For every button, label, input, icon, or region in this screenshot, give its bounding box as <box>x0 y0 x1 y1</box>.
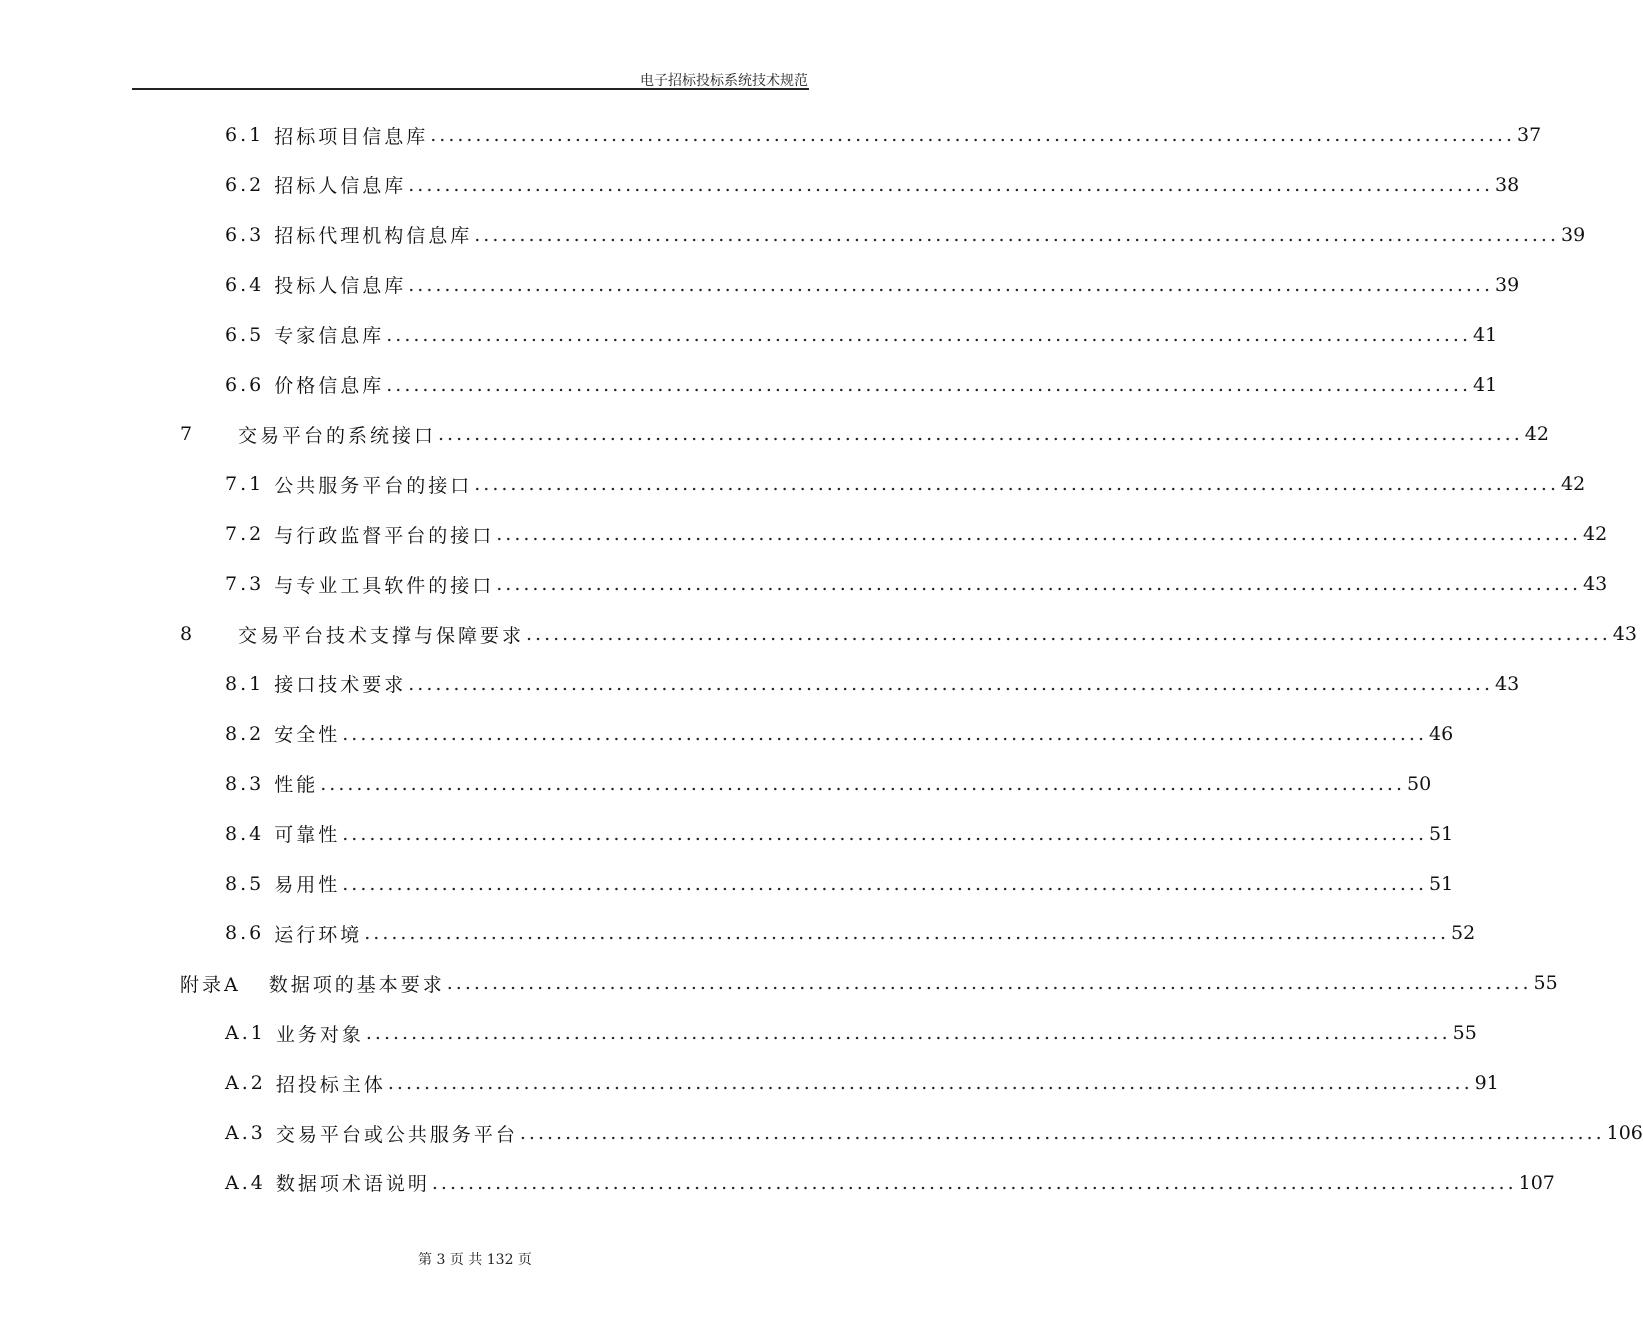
toc-entry-page: 42 <box>1560 473 1586 496</box>
toc-entry[interactable] <box>180 958 1558 1008</box>
toc-entry-number: 7.2 <box>225 523 265 546</box>
toc-entry[interactable] <box>225 1108 1643 1158</box>
toc-entry-number: 7.1 <box>225 473 265 496</box>
toc-entry[interactable] <box>225 759 1432 809</box>
toc-entry[interactable] <box>225 210 1586 260</box>
toc-entry[interactable] <box>225 709 1454 759</box>
toc-dot-leader: ........................................................................................................................ <box>365 1022 1451 1045</box>
toc-dot-leader: ........................................................................................................................ <box>474 223 1559 246</box>
toc-entry-page: 38 <box>1494 173 1520 196</box>
toc-entry[interactable] <box>225 1058 1499 1108</box>
running-header-title: 电子招标投标系统技术规范 <box>640 73 808 89</box>
toc-entry-title: 接口技术要求 <box>274 674 407 697</box>
toc-entry-title: 运行环境 <box>274 923 363 946</box>
toc-entry[interactable] <box>225 360 1498 410</box>
toc-entry-title: 业务对象 <box>275 1023 364 1046</box>
toc-dot-leader: ........................................................................................................................ <box>519 1122 1605 1144</box>
toc-dot-leader: ........................................................................................................................ <box>342 872 1427 895</box>
toc-entry-page: 106 <box>1606 1122 1643 1144</box>
toc-entry-page: 43 <box>1494 672 1520 695</box>
toc-dot-leader: ........................................................................................................................ <box>526 623 1611 645</box>
toc-entry-number: 6.2 <box>225 173 265 196</box>
toc-entry-title: 性能 <box>274 774 319 797</box>
toc-entry[interactable] <box>225 859 1454 909</box>
toc-dot-leader: ........................................................................................................................ <box>431 1171 1517 1194</box>
toc-entry-number: 6.4 <box>225 273 265 296</box>
toc-entry-page: 55 <box>1452 1022 1477 1045</box>
toc-entry-page: 41 <box>1472 323 1498 346</box>
toc-entry-number: A.1 <box>225 1022 266 1045</box>
toc-dot-leader: ........................................................................................................................ <box>386 323 1471 346</box>
toc-entry-number: 8.1 <box>225 672 265 695</box>
header-rule <box>132 88 809 90</box>
toc-entry-page: 43 <box>1582 573 1608 596</box>
toc-dot-leader: ........................................................................................................................ <box>438 423 1523 446</box>
toc-entry-title: 公共服务平台的接口 <box>274 474 473 497</box>
toc-entry-page: 39 <box>1494 273 1520 296</box>
toc-entry[interactable] <box>180 609 1637 659</box>
toc-dot-leader: ........................................................................................................................ <box>446 972 1532 995</box>
toc-dot-leader: ........................................................................................................................ <box>387 1072 1473 1095</box>
toc-entry-number: 6.3 <box>225 223 265 246</box>
toc-entry-title: 数据项术语说明 <box>275 1173 430 1196</box>
toc-entry-page: 46 <box>1428 722 1454 745</box>
toc-entry-page: 55 <box>1533 972 1558 995</box>
toc-entry[interactable] <box>225 809 1454 859</box>
toc-entry-title: 招标代理机构信息库 <box>274 225 473 248</box>
toc-entry[interactable] <box>225 908 1476 958</box>
toc-entry-number: 附录A <box>180 973 241 996</box>
toc-entry-number: A.4 <box>225 1171 266 1194</box>
toc-entry-title: 交易平台或公共服务平台 <box>275 1123 518 1146</box>
toc-entry-page: 41 <box>1472 373 1498 396</box>
toc-entry[interactable] <box>225 1158 1555 1208</box>
toc-dot-leader: ........................................................................................................................ <box>408 173 1493 196</box>
toc-entry-title: 交易平台技术支撑与保障要求 <box>238 624 525 647</box>
toc-entry-title: 招标人信息库 <box>274 175 407 198</box>
toc-entry-number: 8.2 <box>225 722 265 745</box>
toc-dot-leader: ........................................................................................................................ <box>496 573 1581 596</box>
toc-entry-number: 8.4 <box>225 822 265 845</box>
toc-entry[interactable] <box>225 1008 1477 1058</box>
toc-entry-page: 50 <box>1406 772 1432 795</box>
toc-dot-leader: ........................................................................................................................ <box>408 273 1493 296</box>
toc-dot-leader: ........................................................................................................................ <box>474 473 1559 496</box>
toc-dot-leader: ........................................................................................................................ <box>386 373 1471 396</box>
toc-entry[interactable] <box>225 310 1498 360</box>
toc-entry-title: 交易平台的系统接口 <box>238 424 437 447</box>
toc-entry-title: 投标人信息库 <box>274 275 407 298</box>
toc-entry-title: 招投标主体 <box>275 1073 386 1096</box>
toc-entry-page: 52 <box>1450 922 1476 945</box>
toc-entry-page: 37 <box>1516 124 1542 146</box>
toc-entry-page: 107 <box>1518 1171 1555 1194</box>
toc-entry[interactable] <box>225 659 1520 709</box>
toc-entry[interactable] <box>225 559 1608 609</box>
toc-entry-number: 6.5 <box>225 323 265 346</box>
toc-entry[interactable] <box>180 409 1549 459</box>
toc-dot-leader: ........................................................................................................................ <box>496 523 1581 546</box>
toc-entry-number: 8 <box>180 623 196 645</box>
toc-entry[interactable] <box>225 260 1520 310</box>
toc-entry-page: 51 <box>1428 822 1454 845</box>
toc-entry-number: 8.3 <box>225 772 265 795</box>
toc-entry-title: 与行政监督平台的接口 <box>274 524 495 547</box>
toc-entry-page: 42 <box>1582 523 1608 546</box>
toc-entry-title: 价格信息库 <box>274 375 385 397</box>
toc-entry-title: 与专业工具软件的接口 <box>274 574 495 597</box>
toc-dot-leader: ........................................................................................................................ <box>408 672 1493 695</box>
toc-entry-number: 6.1 <box>225 124 265 146</box>
toc-entry-page: 51 <box>1428 872 1454 895</box>
toc-entry-number: 6.6 <box>225 373 265 396</box>
toc-dot-leader: ........................................................................................................................ <box>342 822 1427 845</box>
toc-dot-leader: ........................................................................................................................ <box>320 772 1405 795</box>
toc-entry-page: 42 <box>1524 423 1549 446</box>
toc-entry[interactable] <box>225 110 1542 160</box>
toc-entry-title: 招标项目信息库 <box>274 125 429 148</box>
toc-entry-number: 7 <box>180 423 196 446</box>
toc-dot-leader: ........................................................................................................................ <box>342 722 1427 745</box>
toc-dot-leader: ........................................................................................................................ <box>364 922 1449 945</box>
toc-entry-number: A.2 <box>225 1072 266 1095</box>
toc-entry[interactable] <box>225 160 1520 210</box>
toc-dot-leader: ........................................................................................................................ <box>430 124 1515 146</box>
toc-entry-page: 39 <box>1560 223 1586 246</box>
toc-entry[interactable] <box>225 459 1586 509</box>
toc-entry-title: 数据项的基本要求 <box>268 973 445 996</box>
toc-entry-number: 7.3 <box>225 573 265 596</box>
toc-entry[interactable] <box>225 509 1608 559</box>
toc-entry-title: 可靠性 <box>274 824 341 847</box>
toc-entry-title: 安全性 <box>274 724 341 747</box>
toc-entry-title: 易用性 <box>274 874 341 896</box>
toc-entry-number: 8.5 <box>225 872 265 895</box>
toc-entry-page: 91 <box>1474 1072 1499 1095</box>
page-footer: 第 3 页 共 132 页 <box>418 1252 532 1268</box>
toc-entry-title: 专家信息库 <box>274 325 385 348</box>
toc-entry-number: A.3 <box>225 1122 266 1144</box>
toc-entry-number: 8.6 <box>225 922 265 945</box>
toc-entry-page: 43 <box>1612 623 1637 645</box>
